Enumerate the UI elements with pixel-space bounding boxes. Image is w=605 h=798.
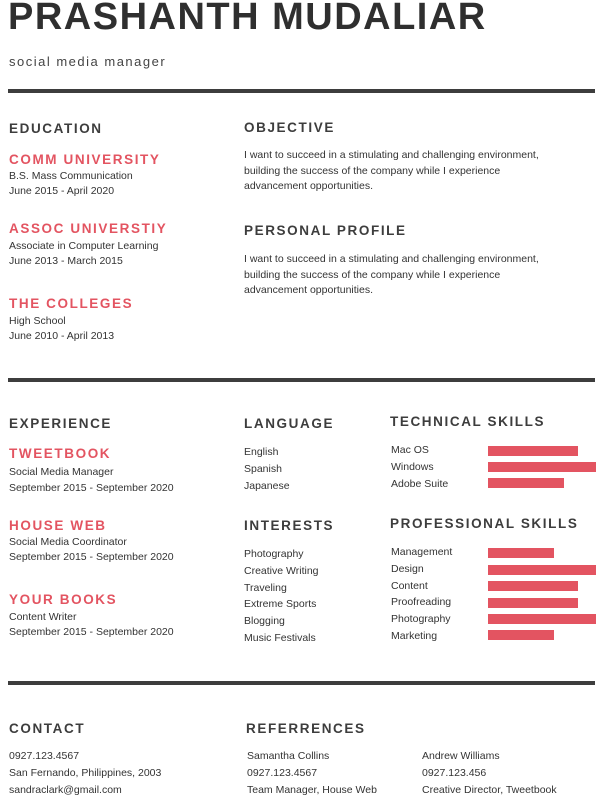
skill-bar [488, 581, 578, 591]
job-title: social media manager [9, 54, 167, 69]
contact-address: San Fernando, Philippines, 2003 [9, 766, 162, 779]
experience-role: Content Writer [9, 611, 77, 623]
education-school: COMM UNIVERSITY [9, 152, 161, 167]
language-heading: LANGUAGE [244, 416, 335, 431]
reference-name: Samantha Collins [247, 750, 330, 762]
skill-name: Adobe Suite [391, 477, 449, 490]
language-item: Japanese [244, 479, 290, 492]
experience-role: Social Media Manager [9, 466, 114, 478]
contact-list [9, 748, 161, 798]
education-dates: June 2010 - April 2013 [9, 330, 115, 342]
education-dates: June 2013 - March 2015 [9, 255, 123, 267]
reference-item [247, 748, 377, 798]
contact-heading: CONTACT [9, 721, 86, 736]
skill-name: Photography [391, 613, 451, 626]
skill-bar [488, 614, 596, 624]
skill-bar [488, 565, 596, 575]
education-degree: High School [9, 315, 66, 327]
interest-item: Extreme Sports [244, 598, 317, 611]
education-degree: Associate in Computer Learning [9, 240, 159, 252]
contact-email: sandraclark@gmail.com [9, 783, 122, 796]
interest-item: Creative Writing [244, 564, 319, 577]
experience-company: HOUSE WEB [9, 518, 107, 533]
education-dates: June 2015 - April 2020 [9, 185, 115, 197]
objective-text: I want to succeed in a stimulating and challenging environment, building the success of the company while I experience advancement opportunities. [244, 149, 539, 192]
experience-role: Social Media Coordinator [9, 536, 127, 548]
interests-list [244, 546, 319, 647]
education-school: ASSOC UNIVERSTIY [9, 221, 168, 236]
objective-heading: OBJECTIVE [244, 120, 335, 135]
skill-name: Management [391, 546, 453, 558]
education-school: THE COLLEGES [9, 296, 134, 311]
resume-name: PRASHANTH MUDALIAR [8, 0, 487, 38]
reference-phone: 0927.123.4567 [247, 766, 318, 779]
language-list [244, 444, 290, 494]
education-degree: B.S. Mass Communication [9, 170, 133, 182]
interests-heading: INTERESTS [244, 518, 335, 533]
reference-title: Creative Director, Tweetbook [422, 783, 557, 796]
reference-phone: 0927.123.456 [422, 766, 487, 779]
interest-item: Traveling [244, 581, 287, 594]
experience-heading: EXPERIENCE [9, 416, 113, 431]
divider [8, 89, 595, 93]
experience-company: YOUR BOOKS [9, 592, 118, 607]
experience-dates: September 2015 - September 2020 [9, 551, 174, 563]
references-heading: REFERRENCES [246, 721, 366, 736]
technical-skills-list [391, 442, 448, 492]
skill-name: Mac OS [391, 444, 429, 456]
skill-bar [488, 630, 554, 640]
skill-name: Proofreading [391, 596, 452, 609]
interest-item: Music Festivals [244, 631, 316, 644]
professional-skills-list [391, 544, 452, 645]
language-item: Spanish [244, 462, 282, 475]
skill-name: Windows [391, 460, 434, 473]
personal-profile-text: I want to succeed in a stimulating and challenging environment, building the success of the company while I experience advancement opportunities. [244, 253, 539, 296]
skill-bar [488, 478, 564, 488]
technical-skills-heading: TECHNICAL SKILLS [390, 414, 546, 429]
experience-dates: September 2015 - September 2020 [9, 626, 174, 638]
skill-bar [488, 446, 578, 456]
divider [8, 378, 595, 382]
contact-phone: 0927.123.4567 [9, 750, 80, 762]
skill-bar [488, 598, 578, 608]
professional-skills-heading: PROFESSIONAL SKILLS [390, 516, 579, 531]
interest-item: Photography [244, 548, 304, 560]
personal-profile-heading: PERSONAL PROFILE [244, 223, 407, 238]
experience-dates: September 2015 - September 2020 [9, 482, 174, 494]
skill-name: Content [391, 579, 428, 592]
skill-bar [488, 462, 596, 472]
skill-name: Marketing [391, 629, 438, 642]
skill-name: Design [391, 562, 424, 575]
reference-name: Andrew Williams [422, 750, 500, 762]
language-item: English [244, 446, 279, 458]
education-heading: EDUCATION [9, 121, 103, 136]
experience-company: TWEETBOOK [9, 446, 112, 461]
interest-item: Blogging [244, 615, 285, 628]
divider [8, 681, 595, 685]
skill-bar [488, 548, 554, 558]
reference-item [422, 748, 557, 798]
reference-title: Team Manager, House Web [247, 783, 377, 796]
